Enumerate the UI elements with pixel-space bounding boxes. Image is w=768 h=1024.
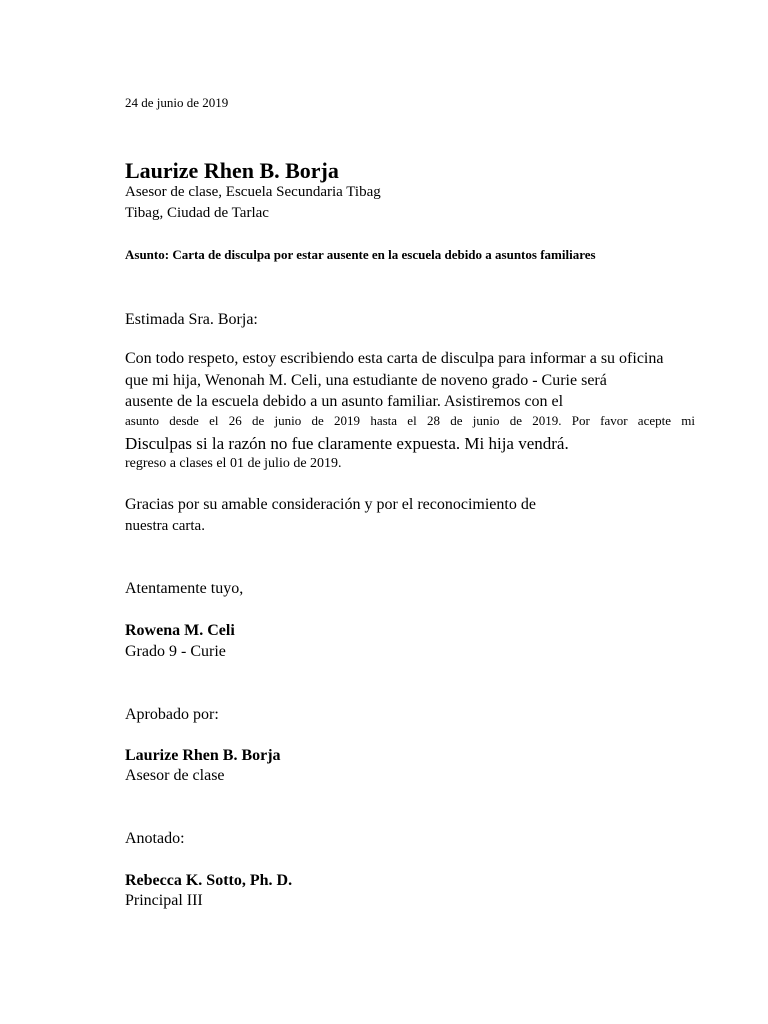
- approver-title: Asesor de clase: [125, 767, 225, 784]
- body-paragraph-1-line-6: regreso a clases el 01 de julio de 2019.: [125, 456, 342, 471]
- salutation: Estimada Sra. Borja:: [125, 311, 258, 328]
- recipient-position: Asesor de clase, Escuela Secundaria Tibag: [125, 184, 381, 200]
- body-paragraph-2-line-1: Gracias por su amable consideración y por el reconocimiento de: [125, 496, 536, 513]
- approved-label: Aprobado por:: [125, 706, 219, 723]
- recipient-address: Tibag, Ciudad de Tarlac: [125, 205, 269, 221]
- body-paragraph-1-line-4: asunto desde el 26 de junio de 2019 hasta el 28 de junio de 2019. Por favor acepte mi: [125, 413, 695, 428]
- approver-name: Laurize Rhen B. Borja: [125, 747, 281, 764]
- body-paragraph-1-line-2: que mi hija, Wenonah M. Celi, una estudiante de noveno grado - Curie será: [125, 372, 607, 389]
- body-paragraph-1-line-5: Disculpas si la razón no fue claramente expuesta. Mi hija vendrá.: [125, 434, 569, 453]
- subject-line: Asunto: Carta de disculpa por estar ausente en la escuela debido a asuntos familiares: [125, 247, 596, 262]
- noter-name: Rebecca K. Sotto, Ph. D.: [125, 872, 293, 889]
- sender-name: Rowena M. Celi: [125, 622, 235, 639]
- body-paragraph-1-line-1: Con todo respeto, estoy escribiendo esta carta de disculpa para informar a su oficina: [125, 350, 664, 367]
- noted-label: Anotado:: [125, 830, 185, 847]
- sender-detail: Grado 9 - Curie: [125, 643, 226, 660]
- body-paragraph-1-line-3: ausente de la escuela debido a un asunto familiar. Asistiremos con el: [125, 393, 564, 410]
- body-paragraph-2-line-2: nuestra carta.: [125, 518, 205, 534]
- closing-phrase: Atentamente tuyo,: [125, 580, 244, 597]
- letter-date: 24 de junio de 2019: [125, 95, 229, 110]
- noter-title: Principal III: [125, 892, 203, 909]
- recipient-name: Laurize Rhen B. Borja: [125, 158, 339, 183]
